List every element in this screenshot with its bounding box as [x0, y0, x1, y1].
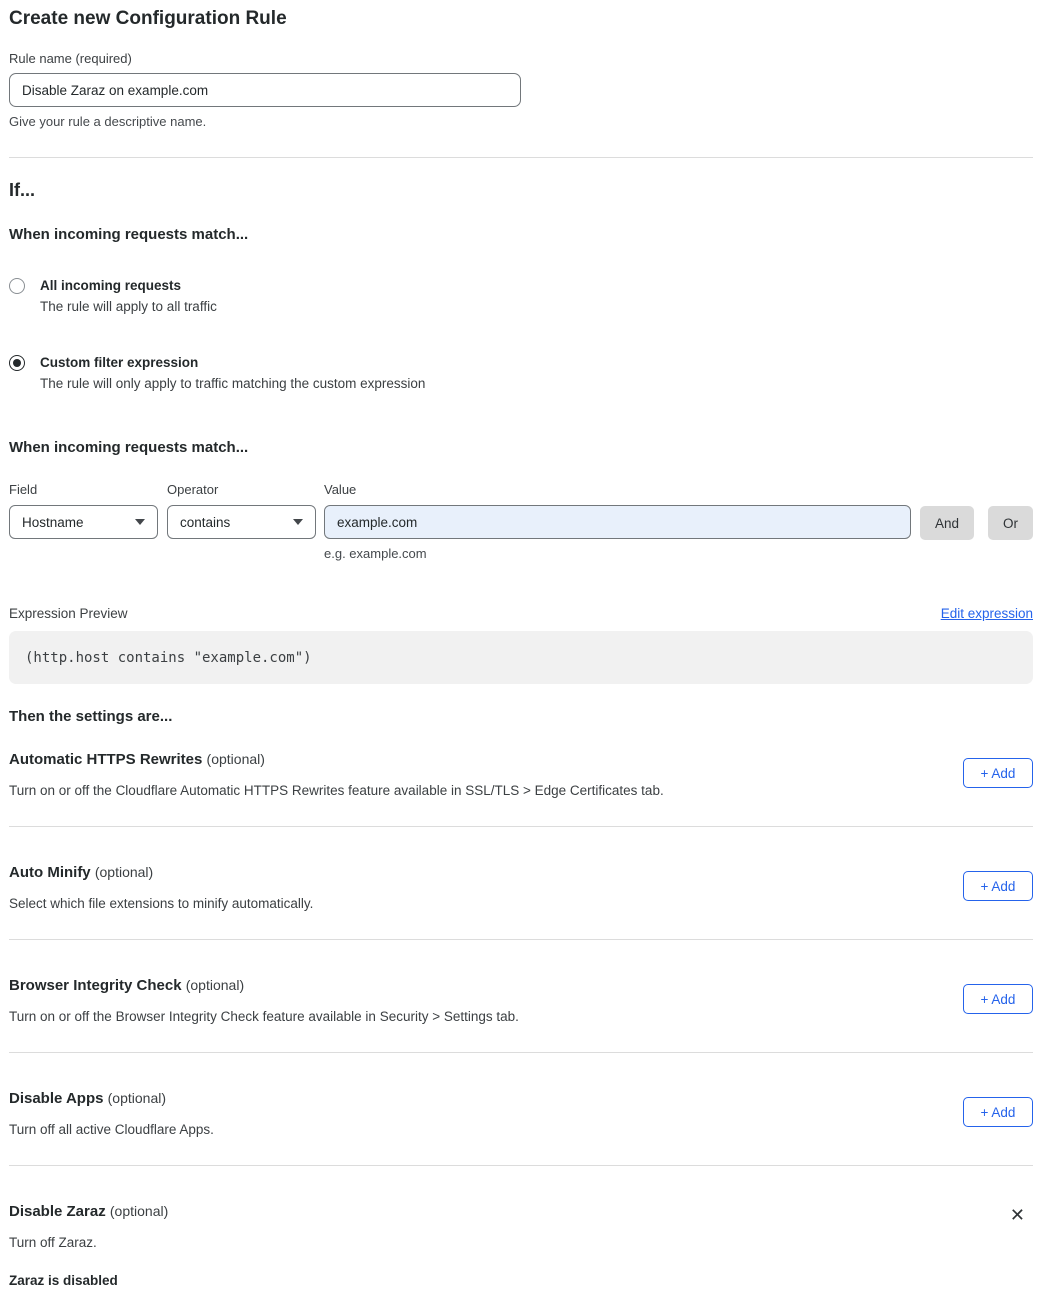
radio-description: The rule will only apply to traffic matching the custom expression	[40, 376, 426, 391]
zaraz-status-text: Zaraz is disabled	[9, 1273, 118, 1288]
setting-optional-tag: (optional)	[185, 977, 245, 993]
if-heading: If...	[9, 180, 35, 200]
radio-unselected-icon[interactable]	[9, 278, 25, 294]
setting-description: Select which file extensions to minify automatically.	[9, 896, 314, 911]
expression-preview-label: Expression Preview	[9, 606, 128, 621]
field-label: Field	[9, 482, 38, 497]
radio-description: The rule will apply to all traffic	[40, 299, 217, 314]
section-divider	[9, 1052, 1033, 1053]
page-title: Create new Configuration Rule	[9, 8, 287, 29]
radio-option-custom-filter[interactable]	[9, 353, 1033, 394]
setting-optional-tag: (optional)	[107, 1090, 167, 1106]
add-auto-minify-button[interactable]: + Add	[963, 871, 1033, 901]
and-button[interactable]: And	[920, 506, 974, 540]
chevron-down-icon	[293, 519, 303, 525]
setting-title: Automatic HTTPS Rewrites	[9, 751, 203, 768]
add-browser-integrity-check-button[interactable]: + Add	[963, 984, 1033, 1014]
expression-builder-row	[9, 482, 1033, 561]
operator-select-value: contains	[180, 514, 231, 530]
radio-label: All incoming requests	[40, 278, 182, 293]
match-heading: When incoming requests match...	[9, 226, 249, 243]
value-helper: e.g. example.com	[324, 546, 427, 561]
rule-name-input[interactable]	[9, 73, 521, 107]
setting-description: Turn off Zaraz.	[9, 1235, 97, 1250]
operator-select[interactable]	[167, 505, 316, 539]
edit-expression-link[interactable]: Edit expression	[940, 606, 1033, 621]
rule-name-label: Rule name (required)	[9, 51, 132, 66]
setting-automatic-https-rewrites	[9, 750, 1033, 827]
chevron-down-icon	[135, 519, 145, 525]
builder-heading: When incoming requests match...	[9, 439, 249, 456]
expression-preview-row	[9, 606, 1033, 621]
setting-description: Turn on or off the Browser Integrity Check feature available in Security > Settings tab.	[9, 1009, 519, 1024]
setting-title: Disable Apps	[9, 1090, 104, 1107]
setting-optional-tag: (optional)	[94, 864, 154, 880]
setting-disable-zaraz	[9, 1202, 1033, 1288]
add-disable-apps-button[interactable]: + Add	[963, 1097, 1033, 1127]
setting-description: Turn on or off the Cloudflare Automatic HTTPS Rewrites feature available in SSL/TLS > Edge Certificates tab.	[9, 783, 664, 798]
rule-name-helper: Give your rule a descriptive name.	[9, 114, 207, 129]
field-select[interactable]	[9, 505, 158, 539]
value-label: Value	[324, 482, 357, 497]
expression-code: (http.host contains "example.com")	[25, 649, 312, 666]
value-input[interactable]	[324, 505, 911, 539]
setting-optional-tag: (optional)	[109, 1203, 169, 1219]
operator-label: Operator	[167, 482, 219, 497]
setting-browser-integrity-check	[9, 976, 1033, 1053]
radio-selected-icon[interactable]	[9, 355, 25, 371]
then-settings-heading: Then the settings are...	[9, 708, 173, 725]
setting-disable-apps	[9, 1089, 1033, 1166]
setting-title: Disable Zaraz	[9, 1203, 106, 1220]
section-divider	[9, 157, 1033, 158]
setting-title: Auto Minify	[9, 864, 91, 881]
add-automatic-https-rewrites-button[interactable]: + Add	[963, 758, 1033, 788]
field-select-value: Hostname	[22, 514, 84, 530]
setting-description: Turn off all active Cloudflare Apps.	[9, 1122, 214, 1137]
radio-label: Custom filter expression	[40, 355, 199, 370]
section-divider	[9, 826, 1033, 827]
section-divider	[9, 1165, 1033, 1166]
setting-optional-tag: (optional)	[206, 751, 265, 767]
section-divider	[9, 939, 1033, 940]
or-button[interactable]: Or	[988, 506, 1033, 540]
expression-preview-box	[9, 631, 1033, 684]
radio-option-all-incoming[interactable]	[9, 276, 1033, 317]
setting-title: Browser Integrity Check	[9, 977, 182, 994]
setting-auto-minify	[9, 863, 1033, 940]
close-icon[interactable]: ✕	[1009, 1205, 1025, 1225]
